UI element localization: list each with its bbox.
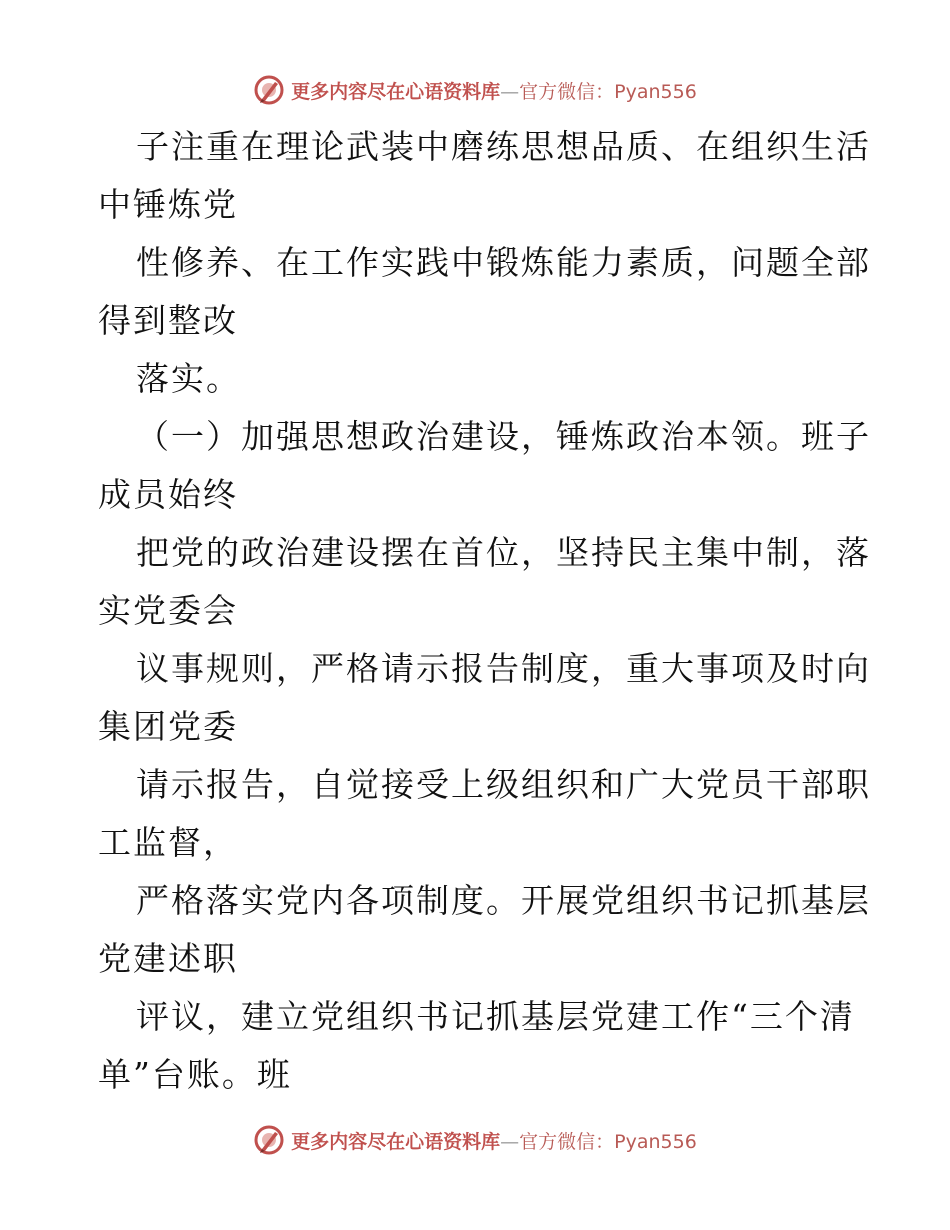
body-line: 落实。 (136, 359, 241, 398)
body-line: 子注重在理论武装中磨练思想品质、在组织生活 (136, 127, 871, 166)
body-line: 实党委会 (98, 591, 238, 630)
body-line: 请示报告，自觉接受上级组织和广大党员干部职 (136, 765, 871, 804)
body-line: 把党的政治建设摆在首位，坚持民主集中制，落 (136, 533, 871, 572)
body-line: 成员始终 (98, 475, 238, 514)
body-line: 性修养、在工作实践中锻炼能力素质，问题全部 (136, 243, 871, 282)
banner-title: 更多内容尽在心语资料库 (291, 80, 501, 103)
pen-logo-icon (253, 1124, 285, 1156)
body-line: 评议，建立党组织书记抓基层党建工作“三个清 (136, 997, 855, 1036)
footer-banner (0, 1120, 950, 1160)
header-banner (0, 70, 950, 110)
body-line: 得到整改 (98, 301, 238, 340)
banner-title: 更多内容尽在心语资料库 (291, 1130, 501, 1153)
body-line: 严格落实党内各项制度。开展党组织书记抓基层 (136, 881, 871, 920)
body-line: 集团党委 (98, 707, 238, 746)
body-line: （一）加强思想政治建设，锤炼政治本领。班子 (136, 417, 871, 456)
body-line: 中锤炼党 (98, 185, 238, 224)
banner-wechat: 官方微信：Pyan556 (519, 80, 697, 103)
body-line: 单”台账。班 (98, 1055, 292, 1094)
pen-logo-icon (253, 74, 285, 106)
body-line: 议事规则，严格请示报告制度，重大事项及时向 (136, 649, 871, 688)
document-body (98, 118, 871, 1104)
banner-dash: — (500, 80, 520, 103)
banner-dash: — (500, 1130, 520, 1153)
banner-wechat: 官方微信：Pyan556 (519, 1130, 697, 1153)
body-line: 工监督， (98, 823, 238, 862)
body-line: 党建述职 (98, 939, 238, 978)
